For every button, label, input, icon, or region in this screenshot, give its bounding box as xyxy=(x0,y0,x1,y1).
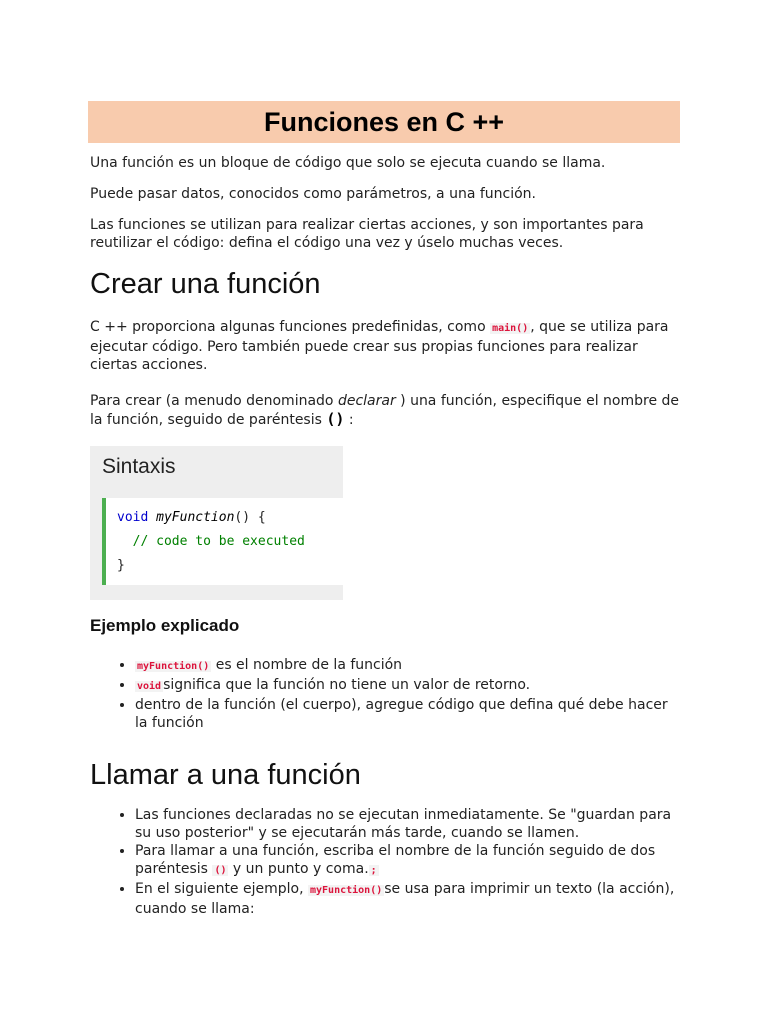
text-span: En el siguiente ejemplo, xyxy=(135,881,308,897)
text-span: , que se utiliza para ejecutar código. Pero también puede crear sus propias funciones para realizar ciertas acciones. xyxy=(90,319,669,373)
code-function-name: myFunction xyxy=(156,510,235,525)
code-block xyxy=(102,498,343,585)
subheading-ejemplo: Ejemplo explicado xyxy=(90,616,240,635)
emphasis-declarar: declarar xyxy=(337,393,396,409)
code-closing-brace: } xyxy=(117,558,125,573)
intro-paragraph-1: Una función es un bloque de código que solo se ejecuta cuando se llama. xyxy=(90,155,606,171)
syntax-title: Sintaxis xyxy=(102,455,176,478)
inline-code-main: main() xyxy=(492,323,529,334)
inline-code: myFunction() xyxy=(310,885,383,896)
code-comment: // code to be executed xyxy=(132,534,305,549)
code-keyword-void: void xyxy=(117,510,149,525)
inline-parentheses: () xyxy=(326,410,345,428)
text-span: C ++ proporciona algunas funciones predefinidas, como xyxy=(90,319,491,335)
section-heading-crear: Crear una función xyxy=(90,268,321,300)
text-span: Las funciones declaradas no se ejecutan inmediatamente. Se "guardan para su uso posterior" y se ejecutarán más tarde, cuando se llamen. xyxy=(135,807,672,841)
section-heading-llamar: Llamar a una función xyxy=(90,759,361,791)
text-span: significa que la función no tiene un valor de retorno. xyxy=(163,677,531,693)
code-line-2 xyxy=(106,530,343,554)
list-item xyxy=(135,806,680,842)
ejemplo-list xyxy=(90,656,680,732)
list-item xyxy=(135,656,680,676)
document-page xyxy=(90,101,680,918)
text-span: se usa para imprimir un texto (la acción), cuando se llama: xyxy=(135,881,675,917)
code-punctuation: () { xyxy=(234,510,266,525)
intro-paragraph-3: Las funciones se utilizan para realizar ciertas acciones, y son importantes para reutilizar el código: defina el código una vez y úselo muchas veces. xyxy=(90,217,644,251)
inline-code: myFunction() xyxy=(137,661,210,672)
title-banner xyxy=(88,101,680,143)
crear-paragraph-1 xyxy=(90,318,680,374)
inline-code: void xyxy=(137,681,162,692)
intro-paragraph-2: Puede pasar datos, conocidos como parámetros, a una función. xyxy=(90,186,536,202)
code-line-3 xyxy=(106,554,343,578)
syntax-box xyxy=(90,446,343,600)
list-item xyxy=(135,842,680,880)
inline-code: () xyxy=(214,865,227,876)
text-span: ) una función, especifique el nombre de la función, seguido de paréntesis xyxy=(90,393,680,428)
page-title: Funciones en C ++ xyxy=(263,106,505,137)
text-span: es el nombre de la función xyxy=(211,657,403,673)
text-span: dentro de la función (el cuerpo), agregue código que defina qué debe hacer la función xyxy=(135,697,668,731)
text-span: Para llamar a una función, escriba el nombre de la función seguido de dos paréntesis xyxy=(135,843,656,877)
list-item xyxy=(135,880,680,918)
inline-code: ; xyxy=(370,865,377,876)
text-span: Para crear (a menudo denominado xyxy=(90,393,338,409)
llamar-list xyxy=(90,806,680,918)
list-item xyxy=(135,676,680,696)
text-span: y un punto y coma. xyxy=(228,861,369,877)
code-line-1 xyxy=(106,506,343,530)
list-item xyxy=(135,696,680,732)
text-span: : xyxy=(344,412,354,428)
crear-paragraph-2 xyxy=(90,392,680,429)
